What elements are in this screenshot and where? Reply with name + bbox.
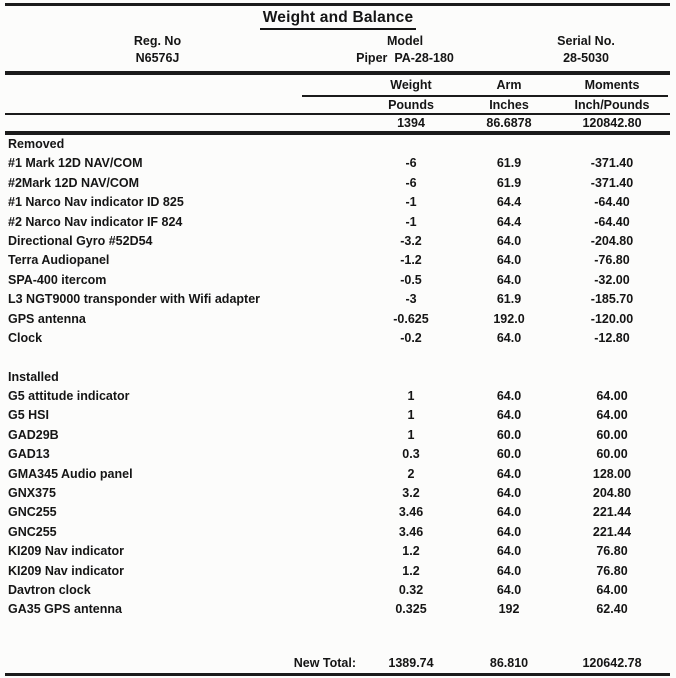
section-header-removed: [0, 135, 676, 154]
row-label: Terra Audiopanel: [8, 253, 110, 268]
row-arm: 64.0: [496, 563, 522, 578]
row-label: SPA-400 itercom: [8, 272, 107, 287]
reg-no-value: N6576J: [135, 50, 180, 65]
aircraft-id-values-row: [0, 49, 676, 67]
table-row: [0, 503, 676, 522]
removed-section-title: Removed: [8, 135, 64, 154]
row-label: #2Mark 12D NAV/COM: [8, 175, 140, 190]
row-arm: 64.0: [496, 330, 522, 345]
row-weight: 0.325: [395, 602, 427, 617]
weight-column-header: Weight: [390, 77, 432, 92]
column-header-row: [0, 75, 676, 95]
row-arm: 60.0: [496, 447, 522, 462]
row-moments: 128.00: [592, 466, 632, 481]
moments-unit: Inch/Pounds: [574, 97, 650, 112]
row-label: KI209 Nav indicator: [8, 544, 125, 559]
spacer: [0, 620, 676, 653]
row-label: Directional Gyro #52D54: [8, 233, 153, 248]
row-arm: 64.0: [496, 544, 522, 559]
row-label: GMA345 Audio panel: [8, 466, 133, 481]
reg-no-label: Reg. No: [133, 33, 182, 48]
row-moments: 60.00: [596, 447, 628, 462]
weight-unit: Pounds: [388, 97, 434, 112]
row-weight: 3.2: [402, 486, 420, 501]
row-arm: 60.0: [496, 427, 522, 442]
row-label: GPS antenna: [8, 311, 86, 326]
row-arm: 64.0: [496, 466, 522, 481]
table-row: [0, 387, 676, 406]
table-row: [0, 562, 676, 581]
row-label: #2 Narco Nav indicator IF 824: [8, 214, 183, 229]
row-moments: -64.40: [594, 214, 630, 229]
row-weight: 2: [407, 466, 415, 481]
table-row: [0, 484, 676, 503]
table-row: [0, 213, 676, 232]
table-row: [0, 290, 676, 309]
table-row: [0, 542, 676, 561]
row-label: GAD13: [8, 447, 50, 462]
row-moments: 204.80: [592, 486, 632, 501]
row-arm: 64.0: [496, 233, 522, 248]
new-total-weight: 1389.74: [388, 655, 434, 670]
row-label: L3 NGT9000 transponder with Wifi adapter: [8, 292, 261, 307]
initial-arm-value: 86.6878: [486, 115, 532, 130]
row-moments: 62.40: [596, 602, 628, 617]
row-label: GNX375: [8, 486, 56, 501]
row-moments: 221.44: [592, 524, 632, 539]
removed-rows-container: [0, 154, 676, 348]
row-weight: 0.32: [398, 582, 424, 597]
table-row: [0, 406, 676, 425]
row-moments: 76.80: [596, 563, 628, 578]
row-label: GNC255: [8, 505, 57, 520]
row-arm: 61.9: [496, 292, 522, 307]
table-row: [0, 465, 676, 484]
row-arm: 61.9: [496, 156, 522, 171]
serial-no-label: Serial No.: [557, 33, 615, 48]
row-weight: 3.46: [398, 505, 424, 520]
row-moments: -76.80: [594, 253, 630, 268]
row-arm: 64.0: [496, 505, 522, 520]
row-weight: -6: [405, 156, 417, 171]
new-total-label: New Total:: [293, 655, 356, 670]
table-row: [0, 581, 676, 600]
blank-row: [0, 348, 676, 367]
row-weight: 1: [407, 389, 415, 404]
initial-weight-value: 1394: [397, 115, 425, 130]
row-weight: 1.2: [402, 544, 420, 559]
row-weight: -6: [405, 175, 417, 190]
row-arm: 64.0: [496, 272, 522, 287]
row-arm: 192.0: [493, 311, 525, 326]
table-row: [0, 310, 676, 329]
table-row: [0, 600, 676, 619]
row-weight: 1: [407, 408, 415, 423]
table-row: [0, 426, 676, 445]
row-arm: 64.0: [496, 524, 522, 539]
row-label: GAD29B: [8, 427, 59, 442]
new-total-arm: 86.810: [489, 655, 529, 670]
row-arm: 64.0: [496, 408, 522, 423]
row-label: #1 Narco Nav indicator ID 825: [8, 195, 184, 210]
row-label: Clock: [8, 330, 43, 345]
table-row: [0, 174, 676, 193]
row-label: G5 attitude indicator: [8, 389, 130, 404]
row-moments: -371.40: [590, 175, 634, 190]
empty-cell: [0, 97, 358, 113]
table-row: [0, 271, 676, 290]
row-moments: -32.00: [594, 272, 630, 287]
table-row: [0, 193, 676, 212]
units-row: [0, 97, 676, 113]
row-moments: 64.00: [596, 582, 628, 597]
aircraft-id-labels-row: [0, 34, 676, 49]
row-moments: -185.70: [590, 292, 634, 307]
bottom-rule: [5, 673, 670, 676]
moments-column-header: Moments: [584, 77, 640, 92]
title-row: [0, 6, 676, 34]
row-moments: 64.00: [596, 389, 628, 404]
row-label: #1 Mark 12D NAV/COM: [8, 156, 143, 171]
row-label: GNC255: [8, 524, 57, 539]
row-moments: -64.40: [594, 195, 630, 210]
row-moments: 221.44: [592, 505, 632, 520]
row-weight: 1: [407, 427, 415, 442]
empty-cell: [0, 75, 358, 95]
row-weight: -0.5: [400, 272, 422, 287]
row-arm: 64.0: [496, 253, 522, 268]
new-total-row: [0, 653, 676, 673]
table-row: [0, 329, 676, 348]
row-moments: 60.00: [596, 427, 628, 442]
row-moments: 76.80: [596, 544, 628, 559]
installed-rows-container: [0, 387, 676, 620]
table-row: [0, 523, 676, 542]
row-moments: -120.00: [590, 311, 634, 326]
section-header-installed: [0, 368, 676, 387]
new-total-moments: 120642.78: [582, 655, 642, 670]
row-arm: 192: [498, 602, 520, 617]
row-arm: 64.0: [496, 486, 522, 501]
row-moments: -204.80: [590, 233, 634, 248]
row-weight: -1: [405, 214, 417, 229]
table-row: [0, 445, 676, 464]
row-weight: -1: [405, 195, 417, 210]
table-row: [0, 232, 676, 251]
installed-section-title: Installed: [8, 369, 59, 384]
row-moments: -371.40: [590, 156, 634, 171]
arm-column-header: Arm: [496, 77, 522, 92]
row-arm: 61.9: [496, 175, 522, 190]
row-arm: 64.4: [496, 214, 522, 229]
model-label: Model: [386, 33, 424, 48]
row-moments: 64.00: [596, 408, 628, 423]
row-weight: -0.625: [393, 311, 429, 326]
row-moments: -12.80: [594, 330, 630, 345]
row-weight: 1.2: [402, 563, 420, 578]
empty-cell: [0, 115, 358, 132]
serial-no-value: 28-5030: [563, 50, 609, 65]
row-label: Davtron clock: [8, 582, 91, 597]
row-weight: 0.3: [402, 447, 420, 462]
row-arm: 64.0: [496, 389, 522, 404]
row-label: G5 HSI: [8, 408, 49, 423]
row-weight: -0.2: [400, 330, 422, 345]
equipment-table: [0, 135, 676, 620]
row-label: GA35 GPS antenna: [8, 602, 122, 617]
row-arm: 64.0: [496, 582, 522, 597]
row-weight: -3: [405, 292, 417, 307]
row-arm: 64.4: [496, 195, 522, 210]
arm-unit: Inches: [489, 97, 529, 112]
row-weight: 3.46: [398, 524, 424, 539]
initial-moments-value: 120842.80: [582, 115, 642, 130]
initial-totals-row: [0, 115, 676, 132]
row-label: KI209 Nav indicator: [8, 563, 125, 578]
row-weight: -1.2: [400, 253, 422, 268]
table-row: [0, 251, 676, 270]
page-title: Weight and Balance: [260, 8, 417, 30]
table-row: [0, 154, 676, 173]
model-value: Piper PA-28-180: [356, 50, 454, 65]
row-weight: -3.2: [400, 233, 422, 248]
